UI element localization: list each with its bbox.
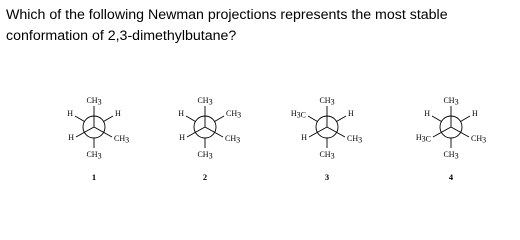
front-bottom-right-label: CH3 <box>471 134 487 145</box>
option-number: 4 <box>448 172 454 182</box>
front-bond-bottom-left <box>309 127 327 137</box>
back-bond-top-right <box>461 116 470 122</box>
front-bond-bottom-left <box>187 127 205 137</box>
front-bond-bottom-left <box>76 127 94 137</box>
front-top-label: CH3 <box>86 96 102 107</box>
back-top-right-label: H <box>472 109 478 118</box>
front-bond-bottom-left <box>433 127 451 137</box>
front-bond-bottom-right <box>205 127 223 137</box>
back-top-left-label: H <box>67 109 73 118</box>
back-bond-top-left <box>432 116 441 122</box>
question-line-1: Which of the following Newman projections represents the most stable <box>6 7 448 23</box>
front-bottom-left-label: H <box>179 133 185 142</box>
back-top-right-label: H <box>115 109 121 118</box>
front-top-label: CH3 <box>319 96 335 107</box>
back-bond-top-right <box>337 116 346 122</box>
back-bottom-label: CH3 <box>443 150 459 161</box>
back-bottom-label: CH3 <box>86 150 102 161</box>
back-top-right-label: H <box>348 109 354 118</box>
front-bond-bottom-right <box>94 127 112 137</box>
back-top-left-label: H <box>178 109 184 118</box>
front-top-label: CH3 <box>197 96 213 107</box>
back-top-left-label: H3C <box>290 109 306 120</box>
front-top-label: CH3 <box>443 96 459 107</box>
back-bond-top-left <box>75 116 84 122</box>
back-bond-top-left <box>308 116 317 122</box>
back-bond-top-right <box>104 116 113 122</box>
back-top-left-label: H <box>424 109 430 118</box>
back-bond-top-left <box>186 116 195 122</box>
question-line-2: conformation of 2,3-dimethylbutane? <box>6 28 237 44</box>
front-bond-bottom-right <box>451 127 469 137</box>
back-top-right-label: CH3 <box>226 109 242 120</box>
front-bottom-right-label: CH3 <box>347 134 363 145</box>
front-bottom-right-label: CH3 <box>114 134 130 145</box>
front-bottom-left-label: H3C <box>415 133 431 144</box>
front-bottom-right-label: CH3 <box>225 134 241 145</box>
back-bottom-label: CH3 <box>197 150 213 161</box>
front-bottom-left-label: H <box>301 133 307 142</box>
option-number: 1 <box>91 172 97 182</box>
back-bond-top-right <box>215 116 224 122</box>
front-bottom-left-label: H <box>68 133 74 142</box>
option-number: 3 <box>324 172 330 182</box>
front-bond-bottom-right <box>327 127 345 137</box>
back-bottom-label: CH3 <box>319 150 335 161</box>
option-number: 2 <box>202 172 208 182</box>
